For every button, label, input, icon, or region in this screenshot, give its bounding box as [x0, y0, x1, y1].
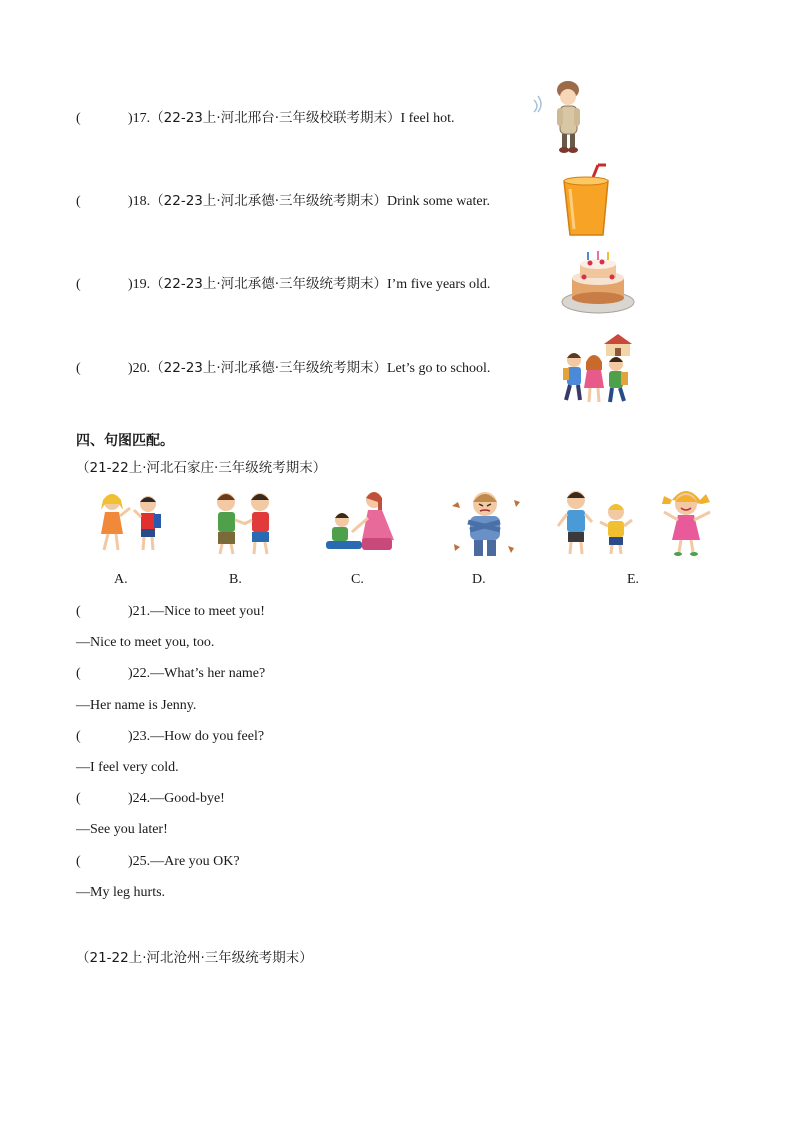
option-c-image	[322, 488, 402, 558]
question-text: I feel hot.	[400, 111, 455, 126]
question-text: —Are you OK?	[150, 854, 240, 869]
question-text: —What’s her name?	[150, 666, 266, 681]
question-number: )24.	[128, 791, 151, 806]
answer-blank[interactable]: (	[76, 194, 81, 209]
option-label-a: A.	[114, 572, 128, 587]
option-label-d: D.	[472, 572, 486, 587]
question-text: —How do you feel?	[150, 729, 265, 744]
question-17	[76, 108, 455, 128]
question-text: Drink some water.	[386, 194, 491, 209]
question-20	[76, 358, 490, 378]
question-number: )21.	[128, 604, 151, 619]
answer-blank[interactable]: (	[76, 604, 81, 619]
answer-25: —My leg hurts.	[76, 885, 166, 900]
orange-juice-icon	[560, 163, 614, 239]
option-d-image	[448, 486, 522, 562]
question-source: （22-23上·河北承德·三年级统考期末）	[150, 193, 387, 209]
question-number: )19.	[128, 277, 151, 292]
option-label-c: C.	[351, 572, 364, 587]
question-25	[76, 852, 240, 872]
answer-blank[interactable]: (	[76, 277, 81, 292]
option-label-e: E.	[627, 572, 640, 587]
girl-in-winter-coat-icon	[528, 80, 588, 156]
answer-blank[interactable]: (	[76, 791, 81, 806]
answer-24: —See you later!	[76, 822, 168, 837]
question-text: —Good-bye!	[150, 791, 225, 806]
option-label-b: B.	[229, 572, 242, 587]
answer-22: —Her name is Jenny.	[76, 698, 197, 713]
answer-21: —Nice to meet you, too.	[76, 635, 215, 650]
question-source: （22-23上·河北邢台·三年级校联考期末）	[150, 110, 401, 126]
option-b-image	[206, 488, 282, 558]
extra-girl-image	[658, 484, 716, 558]
birthday-cake-icon	[560, 250, 638, 316]
answer-blank[interactable]: (	[76, 111, 81, 126]
question-number: )25.	[128, 854, 151, 869]
question-text: Let’s go to school.	[386, 361, 491, 376]
answer-blank[interactable]: (	[76, 729, 81, 744]
answer-blank[interactable]: (	[76, 854, 81, 869]
question-number: )18.	[128, 194, 151, 209]
children-going-to-school-icon	[558, 330, 638, 406]
option-a-image	[94, 488, 166, 556]
question-text: —Nice to meet you!	[150, 604, 265, 619]
question-21	[76, 602, 265, 622]
question-number: )23.	[128, 729, 151, 744]
question-19	[76, 274, 490, 294]
option-e-image	[552, 486, 638, 558]
next-section-source: （21-22上·河北沧州·三年级统考期末）	[76, 950, 313, 966]
question-number: )17.	[128, 111, 151, 126]
question-source: （22-23上·河北承德·三年级统考期末）	[150, 360, 387, 376]
question-number: )22.	[128, 666, 151, 681]
section-source: （21-22上·河北石家庄·三年级统考期末）	[76, 460, 327, 476]
answer-blank[interactable]: (	[76, 666, 81, 681]
section-title: 四、句图匹配。	[76, 433, 174, 449]
question-text: I’m five years old.	[386, 277, 491, 292]
answer-23: —I feel very cold.	[76, 760, 179, 775]
question-24	[76, 789, 225, 809]
question-source: （22-23上·河北承德·三年级统考期末）	[150, 276, 387, 292]
question-number: )20.	[128, 361, 151, 376]
question-23	[76, 727, 264, 747]
question-22	[76, 664, 265, 684]
answer-blank[interactable]: (	[76, 361, 81, 376]
question-18	[76, 191, 490, 211]
